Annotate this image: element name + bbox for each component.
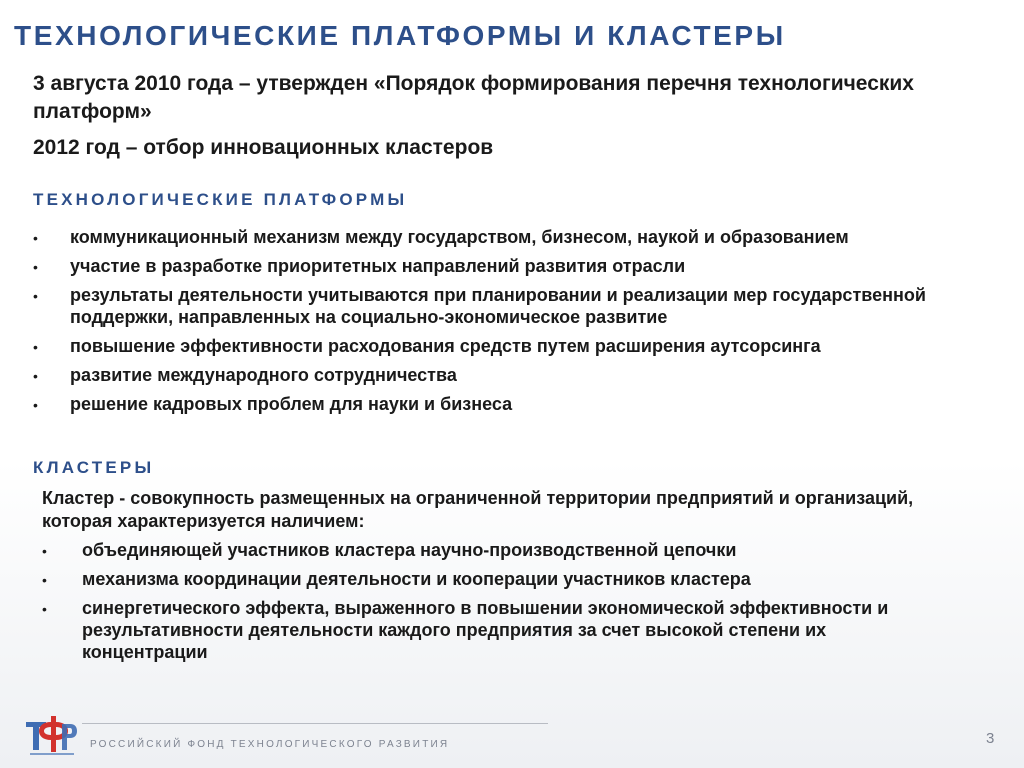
list-item-text: результаты деятельности учитываются при планировании и реализации мер государственной поддержки, направленных на социально-экономическое развитие [70,285,926,327]
list-item [33,255,983,277]
bullet-icon: • [33,397,38,413]
cluster-definition: Кластер - совокупность размещенных на ограниченной территории предприятий и организаций, которая характеризуется наличием: [42,488,914,531]
organization-name: РОССИЙСКИЙ ФОНД ТЕХНОЛОГИЧЕСКОГО РАЗВИТИЯ [90,739,450,750]
bullet-icon: • [33,230,38,246]
bullet-icon: • [33,339,38,355]
list-item [33,364,983,386]
bullet-icon: • [42,572,47,588]
list-item-text: синергетического эффекта, выраженного в повышении экономической эффективности и результативности деятельности каждого предприятия за счет высокой степени их концентрации [82,598,889,662]
rftr-logo-icon [24,712,78,760]
list-item [33,284,983,328]
list-item [33,393,983,415]
bullet-icon: • [42,543,47,559]
bullet-icon: • [33,368,38,384]
bullet-icon: • [42,601,47,617]
list-item [42,568,942,590]
intro-cluster-selection-line: 2012 год – отбор инновационных кластеров [33,136,494,159]
intro-approval-line: 3 августа 2010 года – утвержден «Порядок формирования перечня технологических платформ» [33,72,914,123]
list-item-text: развитие международного сотрудничества [70,365,457,385]
platforms-heading: ТЕХНОЛОГИЧЕСКИЕ ПЛАТФОРМЫ [33,190,408,209]
footer-divider [82,723,548,724]
intro [33,70,993,162]
list-item-text: участие в разработке приоритетных направлений развития отрасли [70,256,686,276]
list-item [42,597,942,663]
clusters-list [42,539,942,670]
list-item-text: механизма координации деятельности и кооперации участников кластера [82,569,751,589]
list-item-text: решение кадровых проблем для науки и бизнеса [70,394,513,414]
clusters-heading: КЛАСТЕРЫ [33,458,155,477]
slide-title: ТЕХНОЛОГИЧЕСКИЕ ПЛАТФОРМЫ И КЛАСТЕРЫ [14,20,786,51]
list-item-text: повышение эффективности расходования средств путем расширения аутсорсинга [70,336,821,356]
list-item [33,335,983,357]
page-number: 3 [986,730,995,747]
list-item-text: объединяющей участников кластера научно-производственной цепочки [82,540,737,560]
list-item [42,539,942,561]
bullet-icon: • [33,259,38,275]
list-item [33,226,983,248]
list-item-text: коммуникационный механизм между государством, бизнесом, наукой и образованием [70,227,849,247]
platforms-list [33,226,983,422]
bullet-icon: • [33,288,38,304]
